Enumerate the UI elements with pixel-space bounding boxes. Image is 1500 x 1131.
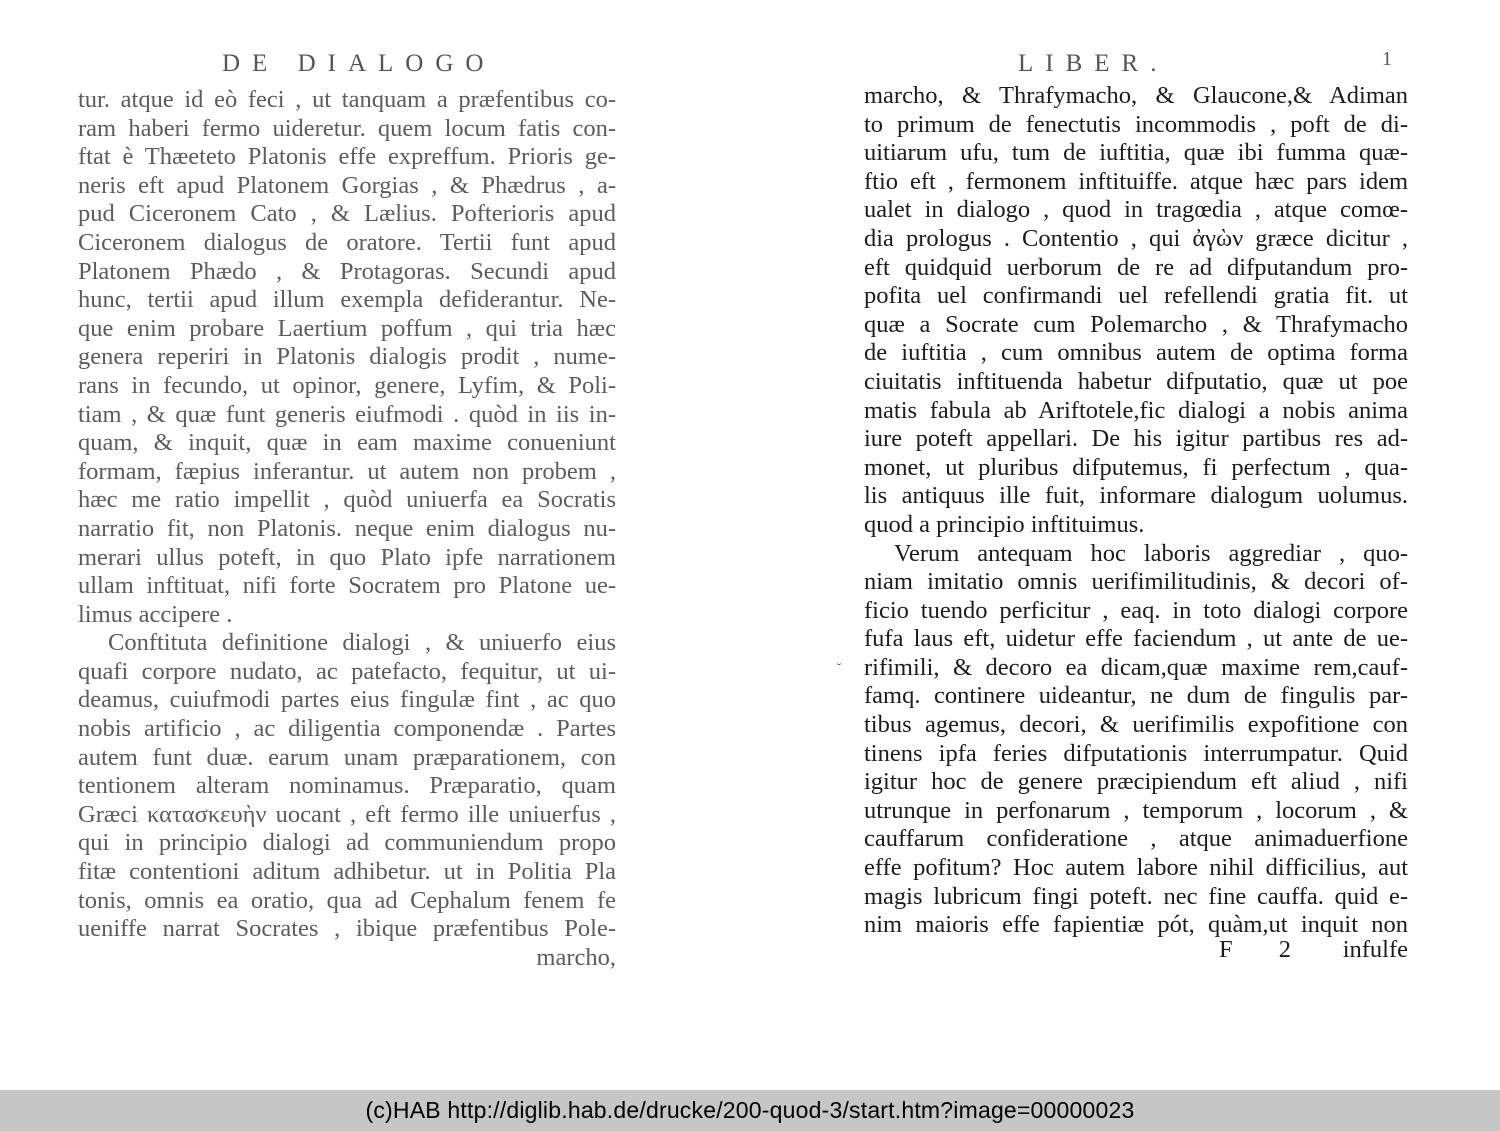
text-line: eft quidquid uerborum de re ad difputandum pro- [864, 253, 1408, 281]
text-line: pud Ciceronem Cato , & Lælius. Pofterioris apud [78, 200, 616, 228]
text-line: tur. atque id eò feci , ut tanquam a præfentibus co- [78, 86, 616, 113]
text-line: matis fabula ab Ariftotele,fic dialogi a nobis anima [864, 396, 1408, 424]
text-line: ram haberi fermo uideretur. quem locum fatis con- [78, 114, 616, 142]
text-line: tiam , & quæ funt generis eiufmodi . quòd in iis in- [78, 400, 616, 428]
text-line: ftat è Thæeteto Platonis effe expreffum. Prioris ge- [78, 143, 616, 171]
text-line: quod a principio inftituimus. [864, 510, 1145, 538]
text-line: quafi corpore nudato, ac patefacto, fequitur, ut ui- [78, 657, 616, 685]
signature-mark: F 2 [1219, 936, 1312, 963]
text-line: fufa laus eft, uidetur effe faciendum , ut ante de ue- [864, 625, 1408, 653]
text-line: effe pofitum? Hoc autem labore nihil difficilius, aut [864, 854, 1408, 882]
text-line: tonis, omnis ea oratio, qua ad Cephalum fenem fe [78, 886, 616, 914]
text-line: utrunque in perfonarum , temporum , locorum , & [864, 796, 1408, 824]
text-line: dia prologus . Contentio , qui ἀγὼν græce dicitur , [864, 224, 1408, 252]
text-line: Platonem Phædo , & Protagoras. Secundi apud [78, 257, 616, 285]
margin-mark: ˘ [836, 662, 842, 676]
left-running-head: DE DIALOGO [222, 50, 496, 77]
text-line: tinens ipfa feries difputationis interrumpatur. Quid [864, 739, 1408, 767]
text-line: narratio fit, non Platonis. neque enim dialogus nu- [78, 514, 616, 542]
signature-line [864, 936, 1408, 965]
right-page [750, 0, 1500, 1090]
text-line: ualet in dialogo , quod in tragœdia , atque comœ- [864, 196, 1408, 224]
text-line: que enim probare Laertium poffum , qui tria hæc [78, 314, 616, 342]
text-line: famq. continere uideantur, ne dum de fingulis par- [864, 682, 1408, 710]
text-line: nobis artificio , ac diligentia componendæ . Partes [78, 715, 616, 743]
catchword: infulfe [1342, 936, 1408, 963]
text-line: rifimili, & decoro ea dicam,quæ maxime rem,cauf- [864, 653, 1408, 681]
text-line: pofita uel confirmandi uel refellendi gratia fit. ut [864, 282, 1408, 310]
text-line: limus accipere . [78, 600, 233, 628]
text-line: cauffarum confideratione , atque animaduerfione [864, 825, 1408, 853]
text-line: neris eft apud Platonem Gorgias , & Phædrus , a- [78, 171, 616, 199]
text-line: niam imitatio omnis uerifimilitudinis, & decori of- [864, 568, 1408, 596]
text-line: tibus agemus, decori, & uerifimilis expofitione con [864, 711, 1408, 739]
footer-text: (c)HAB http://diglib.hab.de/drucke/200-quod-3/start.htm?image=00000023 [365, 1097, 1135, 1123]
text-line: rans in fecundo, ut opinor, genere, Lyfim, & Poli- [78, 371, 616, 399]
text-line: Conftituta definitione dialogi , & uniuerfo eius [108, 629, 616, 657]
text-line: Verum antequam hoc laboris aggrediar , quo- [894, 539, 1408, 567]
left-page [0, 0, 750, 1090]
text-line: iure poteft appellari. De his igitur partibus res ad- [864, 425, 1408, 453]
text-line: quam, & inquit, quæ in eam maxime conueniunt [78, 429, 616, 457]
text-line: de iuftitia , cum omnibus autem de optima forma [864, 339, 1408, 367]
text-line: uitiarum ufu, tum de iuftitia, quæ ibi fumma quæ- [864, 139, 1408, 167]
text-line: ullam inftituat, nifi forte Socratem pro Platone ue- [78, 572, 616, 600]
text-line: Græci κατασκευὴν uocant , eft fermo ille uniuerfus , [78, 800, 616, 828]
text-line: ftio eft , fermonem inftituiffe. atque hæc pars idem [864, 167, 1408, 195]
text-line: deamus, cuiufmodi partes eius fingulæ fint , ac quo [78, 686, 616, 714]
text-line: qui in principio dialogi ad communiendum propo [78, 829, 616, 857]
text-line: lis antiquus ille fuit, informare dialogum uolumus. [864, 482, 1408, 510]
text-line: merari ullus poteft, in quo Plato ipfe narrationem [78, 543, 616, 571]
text-line: nim maioris effe fapientiæ pót, quàm,ut inquit non [864, 911, 1408, 939]
text-line: formam, fæpius inferantur. ut autem non probem , [78, 457, 616, 485]
footer-bar [0, 1090, 1500, 1131]
text-line: genera reperiri in Platonis dialogis prodit , nume- [78, 343, 616, 371]
right-text-block [864, 82, 1408, 940]
folio-number: 1 [1382, 48, 1392, 70]
text-line: Ciceronem dialogus de oratore. Tertii funt apud [78, 228, 616, 256]
text-line: monet, ut pluribus difputemus, fi perfectum , qua- [864, 453, 1408, 481]
text-line: fitæ contentioni aditum adhibetur. ut in Politia Pla [78, 858, 616, 886]
text-line: ciuitatis inftituenda habetur difputatio, quæ ut poe [864, 367, 1408, 395]
text-line: ficio tuendo perficitur , eaq. in toto dialogi corpore [864, 596, 1408, 624]
text-line: ueniffe narrat Socrates , ibique præfentibus Pole- [78, 915, 616, 943]
text-line: tentionem alteram nominamus. Præparatio, quam [78, 772, 616, 800]
text-line: hunc, tertii apud illum exempla defiderantur. Ne- [78, 286, 616, 314]
left-text-block [78, 86, 616, 972]
text-line: quæ a Socrate cum Polemarcho , & Thrafymacho [864, 310, 1408, 338]
text-line: magis lubricum fingi poteft. nec fine cauffa. quid e- [864, 882, 1408, 910]
text-line: igitur hoc de genere præcipiendum eft aliud , nifi [864, 768, 1408, 796]
text-line: marcho, [536, 943, 616, 971]
text-line: hæc me ratio impellit , quòd uniuerfa ea Socratis [78, 486, 616, 514]
right-running-head: LIBER. [1018, 50, 1169, 77]
text-line: autem funt duæ. earum unam præparationem, con [78, 743, 616, 771]
text-line: marcho, & Thrafymacho, & Glaucone,& Adiman [864, 82, 1408, 109]
text-line: to primum de fenectutis incommodis , poft de di- [864, 110, 1408, 138]
